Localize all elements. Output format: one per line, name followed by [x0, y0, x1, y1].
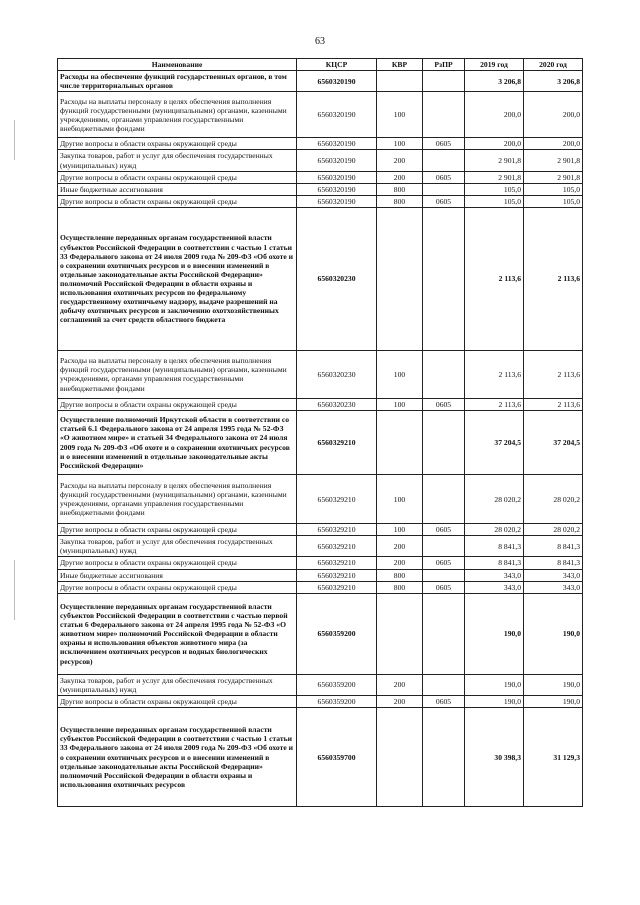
row-kcsr: 6560359200	[297, 695, 377, 707]
row-value-2019: 8 841,3	[465, 557, 524, 569]
row-rzpr: 0605	[423, 195, 465, 207]
row-name: Расходы на выплаты персоналу в целях обеспечения выполнения функций государственными (муниципальными) органами, казенными учреждениями, органами управления государственными внебюджетными фондами	[58, 475, 297, 524]
row-rzpr: 0605	[423, 695, 465, 707]
row-name: Другие вопросы в области охраны окружающей среды	[58, 557, 297, 569]
row-kcsr: 6560329210	[297, 557, 377, 569]
row-kvr: 800	[377, 581, 423, 593]
row-kcsr: 6560320190	[297, 92, 377, 138]
row-rzpr	[423, 207, 465, 350]
row-kcsr: 6560320190	[297, 195, 377, 207]
row-rzpr	[423, 536, 465, 557]
row-name: Осуществление переданных органам государственной власти субъектов Российской Федерации в соответствии с частью 1 статьи 33 Федерального закона от 24 июля 2009 года № 209-ФЗ «Об охоте и о сохранении охотничьих ресурсов и о внесении изменений в отдельные законодательные акты Российской Федерации» полномочий Российской Федерации в области охраны и использования охотничьих ресурсов по федеральному государственному охотничьему надзору, выдаче разрешений на добычу охотничьих ресурсов и заключению охотхозяйственных соглашений за счет средств областного бюджета	[58, 207, 297, 350]
row-value-2020: 2 113,6	[524, 207, 583, 350]
row-rzpr	[423, 150, 465, 171]
row-value-2020: 28 020,2	[524, 475, 583, 524]
table-row	[58, 207, 583, 350]
row-name: Расходы на обеспечение функций государственных органов, в том числе территориальных органов	[58, 71, 297, 92]
row-value-2020: 200,0	[524, 138, 583, 150]
table-row	[58, 398, 583, 410]
table-row	[58, 171, 583, 183]
row-kcsr: 6560329210	[297, 581, 377, 593]
row-rzpr: 0605	[423, 557, 465, 569]
row-kcsr: 6560320190	[297, 183, 377, 195]
row-value-2020: 190,0	[524, 695, 583, 707]
row-kcsr: 6560359200	[297, 593, 377, 674]
row-value-2019: 37 204,5	[465, 411, 524, 475]
table-row	[58, 195, 583, 207]
row-value-2019: 190,0	[465, 593, 524, 674]
row-name: Иные бюджетные ассигнования	[58, 569, 297, 581]
row-kvr	[377, 593, 423, 674]
row-value-2019: 2 113,6	[465, 350, 524, 398]
row-kvr: 800	[377, 569, 423, 581]
row-kcsr: 6560359200	[297, 674, 377, 695]
row-rzpr	[423, 593, 465, 674]
page-number: 63	[315, 36, 325, 47]
row-kvr: 800	[377, 183, 423, 195]
table-row	[58, 581, 583, 593]
table-row	[58, 350, 583, 398]
row-value-2020: 190,0	[524, 593, 583, 674]
row-rzpr	[423, 92, 465, 138]
table-row	[58, 593, 583, 674]
budget-table	[57, 58, 583, 807]
row-value-2019: 190,0	[465, 674, 524, 695]
row-value-2019: 200,0	[465, 92, 524, 138]
row-value-2020: 190,0	[524, 674, 583, 695]
header-kvr: КВР	[377, 59, 423, 71]
header-kcsr: КЦСР	[297, 59, 377, 71]
row-kcsr: 6560329210	[297, 475, 377, 524]
row-kvr: 200	[377, 674, 423, 695]
row-kvr: 800	[377, 195, 423, 207]
row-kcsr: 6560320190	[297, 150, 377, 171]
row-value-2020: 8 841,3	[524, 557, 583, 569]
row-kvr: 100	[377, 524, 423, 536]
table-row	[58, 71, 583, 92]
row-kvr: 100	[377, 398, 423, 410]
row-value-2019: 28 020,2	[465, 475, 524, 524]
row-name: Закупка товаров, работ и услуг для обеспечения государственных (муниципальных) нужд	[58, 536, 297, 557]
row-kvr: 200	[377, 171, 423, 183]
row-value-2020: 31 129,3	[524, 708, 583, 807]
row-name: Расходы на выплаты персоналу в целях обеспечения выполнения функций государственными (муниципальными) органами, казенными учреждениями, органами управления государственными внебюджетными фондами	[58, 350, 297, 398]
row-value-2019: 2 113,6	[465, 398, 524, 410]
row-value-2019: 30 398,3	[465, 708, 524, 807]
row-kvr	[377, 71, 423, 92]
row-value-2020: 343,0	[524, 569, 583, 581]
row-kcsr: 6560320230	[297, 207, 377, 350]
row-name: Другие вопросы в области охраны окружающей среды	[58, 695, 297, 707]
row-rzpr	[423, 475, 465, 524]
header-2019: 2019 год	[465, 59, 524, 71]
row-value-2020: 2 113,6	[524, 350, 583, 398]
row-value-2020: 105,0	[524, 183, 583, 195]
row-rzpr	[423, 569, 465, 581]
row-kvr: 100	[377, 92, 423, 138]
table-row	[58, 569, 583, 581]
row-kvr: 200	[377, 557, 423, 569]
row-value-2019: 343,0	[465, 581, 524, 593]
row-value-2020: 2 113,6	[524, 398, 583, 410]
row-value-2019: 8 841,3	[465, 536, 524, 557]
row-kcsr: 6560320230	[297, 398, 377, 410]
row-rzpr: 0605	[423, 398, 465, 410]
row-value-2020: 200,0	[524, 92, 583, 138]
table-row	[58, 557, 583, 569]
row-rzpr: 0605	[423, 171, 465, 183]
table-row	[58, 411, 583, 475]
table-row	[58, 536, 583, 557]
row-rzpr	[423, 411, 465, 475]
table-row	[58, 150, 583, 171]
row-kcsr: 6560329210	[297, 524, 377, 536]
row-kcsr: 6560320190	[297, 71, 377, 92]
table-header-row	[58, 59, 583, 71]
table-row	[58, 695, 583, 707]
table-row	[58, 183, 583, 195]
row-value-2020: 343,0	[524, 581, 583, 593]
row-value-2019: 28 020,2	[465, 524, 524, 536]
row-rzpr	[423, 71, 465, 92]
row-value-2019: 2 901,8	[465, 150, 524, 171]
row-value-2019: 190,0	[465, 695, 524, 707]
row-value-2020: 28 020,2	[524, 524, 583, 536]
row-name: Закупка товаров, работ и услуг для обеспечения государственных (муниципальных) нужд	[58, 674, 297, 695]
row-name: Другие вопросы в области охраны окружающей среды	[58, 171, 297, 183]
row-name: Другие вопросы в области охраны окружающей среды	[58, 138, 297, 150]
table-row	[58, 138, 583, 150]
row-rzpr: 0605	[423, 581, 465, 593]
row-kcsr: 6560320190	[297, 138, 377, 150]
header-2020: 2020 год	[524, 59, 583, 71]
row-kvr: 200	[377, 150, 423, 171]
row-name: Другие вопросы в области охраны окружающей среды	[58, 581, 297, 593]
header-name: Наименование	[58, 59, 297, 71]
table-row	[58, 524, 583, 536]
row-name: Осуществление полномочий Иркутской области в соответствии со статьей 6.1 Федерального закона от 24 апреля 1995 года № 52-ФЗ «О животном мире» и статьей 34 Федерального закона от 24 июля 2009 года № 209-ФЗ «Об охоте и о сохранении охотничьих ресурсов и о внесении изменений в отдельные законодательные акты Российской Федерации»	[58, 411, 297, 475]
row-rzpr: 0605	[423, 524, 465, 536]
row-rzpr	[423, 350, 465, 398]
row-value-2019: 2 113,6	[465, 207, 524, 350]
row-kcsr: 6560329210	[297, 411, 377, 475]
row-value-2019: 200,0	[465, 138, 524, 150]
row-value-2019: 105,0	[465, 195, 524, 207]
row-name: Другие вопросы в области охраны окружающей среды	[58, 195, 297, 207]
row-kvr	[377, 708, 423, 807]
row-value-2019: 105,0	[465, 183, 524, 195]
row-value-2019: 3 206,8	[465, 71, 524, 92]
row-kcsr: 6560320190	[297, 171, 377, 183]
row-value-2019: 343,0	[465, 569, 524, 581]
row-name: Осуществление переданных органам государственной власти субъектов Российской Федерации в соответствии с частью 1 статьи 33 Федерального закона от 24 июля 2009 года № 209-ФЗ «Об охоте и о сохранении охотничьих ресурсов и о внесении изменений в отдельные законодательные акты Российской Федерации» полномочий Российской Федерации в области охраны и использования охотничьих ресурсов	[58, 708, 297, 807]
row-name: Осуществление переданных органам государственной власти субъектов Российской Федерации в соответствии с частью первой статьи 6 Федерального закона от 24 апреля 1995 года № 52-ФЗ «О животном мире» полномочий Российской Федерации в области охраны и использования объектов животного мира (за исключением охотничьих ресурсов и водных биологических ресурсов)	[58, 593, 297, 674]
scan-edge-mark	[14, 560, 15, 620]
row-kcsr: 6560329210	[297, 569, 377, 581]
row-value-2020: 2 901,8	[524, 150, 583, 171]
header-rzpr: РзПР	[423, 59, 465, 71]
table-row	[58, 674, 583, 695]
table-row	[58, 708, 583, 807]
row-rzpr	[423, 183, 465, 195]
row-kvr: 100	[377, 475, 423, 524]
row-kvr	[377, 411, 423, 475]
row-kcsr: 6560359700	[297, 708, 377, 807]
scan-edge-mark	[14, 120, 15, 160]
row-rzpr	[423, 708, 465, 807]
row-kcsr: 6560320230	[297, 350, 377, 398]
row-kcsr: 6560329210	[297, 536, 377, 557]
row-rzpr: 0605	[423, 138, 465, 150]
row-kvr: 200	[377, 536, 423, 557]
table-row	[58, 92, 583, 138]
row-name: Другие вопросы в области охраны окружающей среды	[58, 524, 297, 536]
row-name: Другие вопросы в области охраны окружающей среды	[58, 398, 297, 410]
row-name: Иные бюджетные ассигнования	[58, 183, 297, 195]
row-name: Закупка товаров, работ и услуг для обеспечения государственных (муниципальных) нужд	[58, 150, 297, 171]
row-kvr: 100	[377, 138, 423, 150]
row-rzpr	[423, 674, 465, 695]
row-value-2020: 105,0	[524, 195, 583, 207]
row-value-2020: 2 901,8	[524, 171, 583, 183]
row-value-2020: 3 206,8	[524, 71, 583, 92]
row-value-2019: 2 901,8	[465, 171, 524, 183]
table-row	[58, 475, 583, 524]
row-kvr	[377, 207, 423, 350]
row-kvr: 100	[377, 350, 423, 398]
row-value-2020: 8 841,3	[524, 536, 583, 557]
row-kvr: 200	[377, 695, 423, 707]
row-value-2020: 37 204,5	[524, 411, 583, 475]
row-name: Расходы на выплаты персоналу в целях обеспечения выполнения функций государственными (муниципальными) органами, казенными учреждениями, органами управления государственными внебюджетными фондами	[58, 92, 297, 138]
